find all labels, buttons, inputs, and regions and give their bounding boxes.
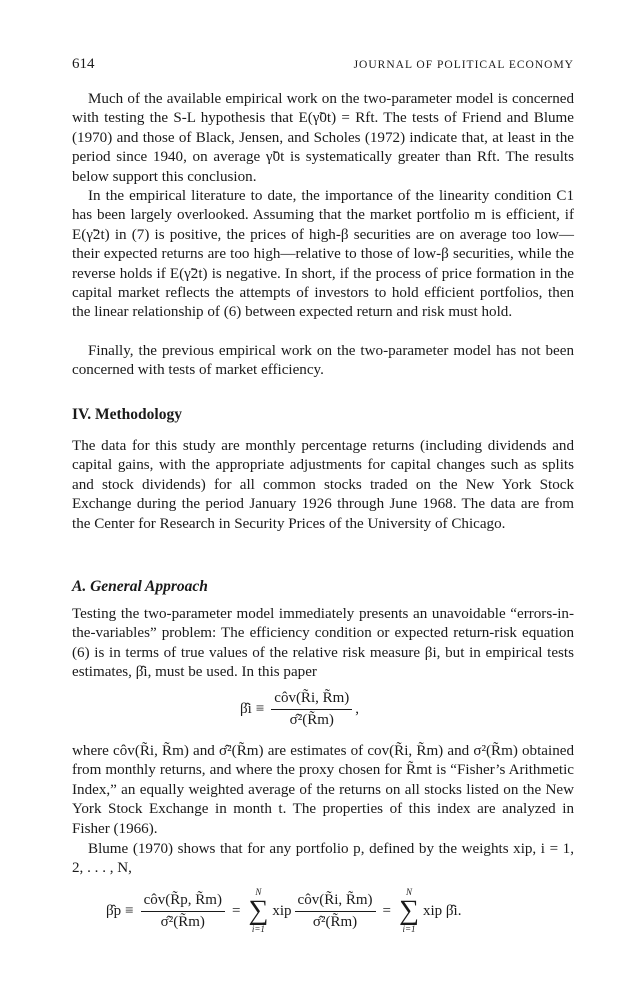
- eq2-numerator-1: côv(R̃p, R̃m): [141, 892, 225, 912]
- paragraph-linearity-condition: In the empirical literature to date, the importance of the linearity condition C1 has been largely overlooked. Assuming that the market portfolio m is efficient, if E(γ̃2t) in (7) is positive, the prices of high-β securities are on average too low—their expected returns are too high—relative to those of low-β securities, while the reverse holds if E(γ̃2t) is negative. In short, if the process of price formation in the capital market reflects the attempts of investors to hold efficient portfolios, then the linear relationship of (6) between expected return and risk must hold.: [72, 188, 574, 321]
- eq1-operator: ≡: [255, 701, 265, 717]
- eq1-lhs: β̂i: [240, 701, 252, 717]
- eq1-denominator: σ̂²(R̃m): [289, 712, 334, 728]
- eq2-denominator-2: σ̂²(R̃m): [312, 913, 358, 930]
- page-number: 614: [72, 56, 95, 72]
- paragraph-sl-hypothesis: Much of the available empirical work on the two-parameter model is concerned with testing the S-L hypothesis that E(γ̃0t) = Rft. The tests of Friend and Blume (1970) and those of Black, Jensen, and Scholes (1972) indicate that, at least in the period since 1940, on average γ̃0t is systematically greater than Rft. The results below support this conclusion.: [72, 91, 574, 185]
- eq2-equals-a: =: [231, 902, 241, 919]
- sum-lower-limit: i=1: [251, 924, 265, 934]
- journal-title: JOURNAL OF POLITICAL ECONOMY: [353, 59, 574, 71]
- eq2-weight-term: xip: [272, 902, 292, 919]
- eq2-tail: .: [457, 902, 462, 919]
- eq1-numerator: côv(R̃i, R̃m): [271, 690, 352, 710]
- paragraph-blume-portfolio: Blume (1970) shows that for any portfolio p, defined by the weights xip, i = 1, 2, . . . , N,: [72, 841, 574, 877]
- equation-beta-estimate: [240, 690, 359, 729]
- eq2-numerator-2: côv(R̃i, R̃m): [295, 892, 376, 912]
- running-header: [72, 56, 574, 73]
- eq2-fraction-2: [295, 892, 376, 931]
- sum-sign: ∑: [248, 895, 269, 926]
- eq2-summation-1: [248, 888, 268, 934]
- eq2-weighted-beta-term: xip β̂i: [422, 902, 458, 919]
- eq1-fraction: [271, 690, 352, 729]
- equation-portfolio-beta: [106, 888, 461, 934]
- paragraph-errors-in-variables: Testing the two-parameter model immediately presents an unavoidable “errors-in-the-variables” problem: The efficiency condition or expected return-risk equation (6) is in terms of true values of the relative risk measure βi, but in empirical tests estimates, β̂i, must be used. In this paper: [72, 606, 574, 681]
- section-heading-methodology: IV. Methodology: [72, 406, 182, 423]
- paragraph-fisher-index: where côv(R̃i, R̃m) and σ̂²(R̃m) are estimates of cov(R̃i, R̃m) and σ²(R̃m) obtained from monthly returns, and where the proxy chosen for R̃mt is “Fisher’s Arithmetic Index,” an equally weighted average of the returns on all stocks listed on the New York Stock Exchange in month t. The properties of this index are analyzed in Fisher (1966).: [72, 743, 574, 837]
- sum-lower-limit: i=1: [402, 924, 416, 934]
- eq2-equals-b: =: [382, 902, 392, 919]
- eq1-tail: ,: [355, 701, 360, 717]
- eq2-denominator-1: σ̂²(R̃m): [160, 913, 205, 930]
- eq2-summation-2: [399, 888, 419, 934]
- eq2-fraction-1: [141, 892, 225, 931]
- sum-upper-limit: N: [255, 887, 262, 897]
- sum-sign: ∑: [399, 895, 419, 926]
- eq2-operator: ≡: [125, 902, 134, 919]
- paragraph-data-description: The data for this study are monthly percentage returns (including dividends and capital gains, with the appropriate adjustments for capital changes such as splits and stock dividends) for all common stocks traded on the New York Stock Exchange during the period January 1926 through June 1968. The data are from the Center for Research in Security Prices of the University of Chicago.: [72, 438, 574, 532]
- paragraph-market-efficiency: Finally, the previous empirical work on the two-parameter model has not been concerned with tests of market efficiency.: [72, 343, 574, 379]
- sum-upper-limit: N: [405, 887, 412, 897]
- subsection-heading-general-approach: A. General Approach: [72, 578, 208, 595]
- eq2-lhs: β̂p: [106, 902, 122, 919]
